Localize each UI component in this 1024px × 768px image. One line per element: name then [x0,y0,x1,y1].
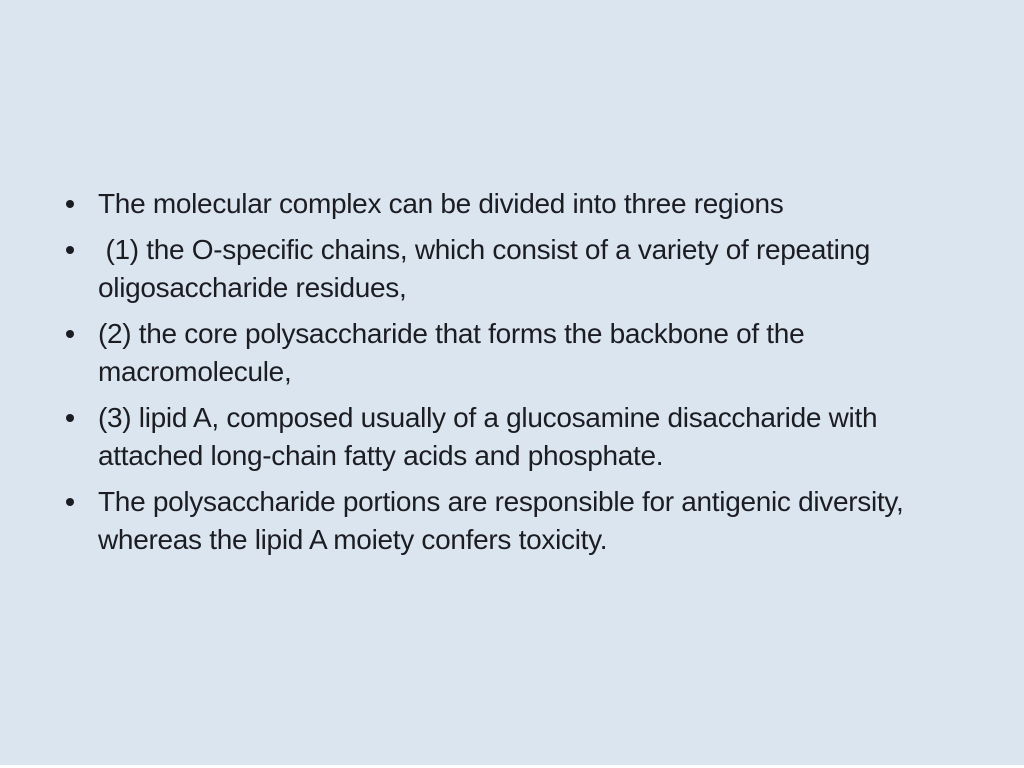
bullet-text: (3) lipid A, composed usually of a glucosamine disaccharide with attached long-chain fatty acids and phosphate. [98,402,878,471]
bullet-item [66,483,984,559]
bullet-text: (2) the core polysaccharide that forms the backbone of the macromolecule, [98,318,805,387]
bullet-text: The polysaccharide portions are responsible for antigenic diversity, whereas the lipid A moiety confers toxicity. [98,486,904,555]
bullet-icon [66,200,74,208]
bullet-item [66,185,984,223]
bullet-list [66,185,984,567]
bullet-item [66,399,984,475]
bullet-icon [66,330,74,338]
bullet-text: The molecular complex can be divided into three regions [98,188,784,219]
bullet-icon [66,246,74,254]
bullet-text: (1) the O-specific chains, which consist of a variety of repeating oligosaccharide residues, [98,234,871,303]
bullet-item [66,315,984,391]
bullet-icon [66,414,74,422]
bullet-icon [66,498,74,506]
bullet-item [66,231,984,307]
